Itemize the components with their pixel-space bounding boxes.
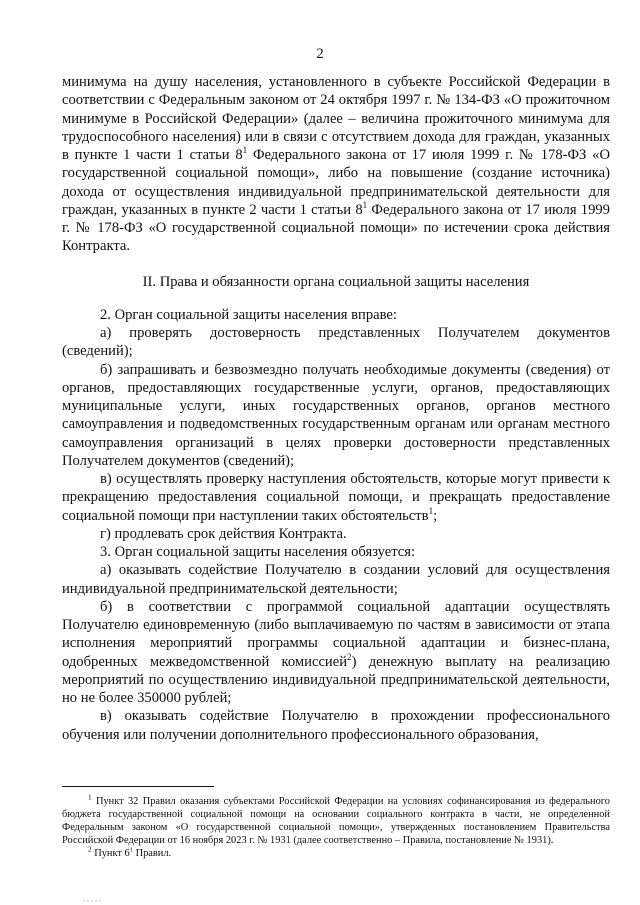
intro-paragraph: минимума на душу населения, установленного в субъекте Российской Федерации в соответствии с Федеральным законом от 24 октября 1997 г. № 134-ФЗ «О прожиточном минимуме в Российской Федерации» (далее – величина прожиточного минимума для трудоспособного населения) или в связи с отсутствием дохода для граждан, указанных в пункте 1 части 1 статьи $8^1$ Федерального закона от 17 июля 1999 г. № 178-ФЗ «О государственной социальной помощи», либо на повышение (создание источника) дохода от осуществления индивидуальной предпринимательской деятельности для граждан, указанных в пункте 2 части 1 статьи $8^1$ Федерального закона от 17 июля 1999 г. № 178-ФЗ «О государственной социальной помощи» по истечении срока действия Контракта. <box>62 74 610 255</box>
clause-2v: в) осуществлять проверку наступления обстоятельств, которые могут привести к прекращению предоставления социальной помощи, и прекращать предоставление социальной помощи при наступлении таких обстоятельств$^1$; <box>62 471 610 524</box>
clause-3b: б) в соответствии с программой социальной адаптации осуществлять Получателю единовременную (либо выплачиваемую по частям в зависимости от этапа исполнения мероприятий программы социальной адаптации и бизнес-плана, одобренных межведомственной комиссией$^2$) денежную выплату на реализацию мероприятий по осуществлению индивидуальной предпринимательской деятельности, но не более 350000 рублей; <box>62 598 610 706</box>
section-heading: II. Права и обязанности органа социальной защиты населения <box>142 273 530 290</box>
clause-2b: б) запрашивать и безвозмездно получать необходимые документы (сведения) от органов, предоставляющих государственные услуги, органов, предоставляющих муниципальные услуги, иных государственных органов, органов местного самоуправления и подведомственных государственным органам или органам местного самоуправления организаций в целях проверки достоверности представленных Получателем документов (сведений); <box>62 361 610 469</box>
footnote-separator <box>62 786 214 787</box>
clause-2a: а) проверять достоверность представленных Получателем документов (сведений); <box>62 325 610 360</box>
clause-3a: а) оказывать содействие Получателю в создании условий для осуществления индивидуальной предпринимательской деятельности; <box>62 562 610 597</box>
clause-2g: г) продлевать срок действия Контракта. <box>100 525 347 542</box>
footnote-1: $^1$ Пункт 32 Правил оказания субъектами Российской Федерации на условиях софинансирования из федерального бюджета государственной социальной помощи на основании социального контракта в части, не определенной Федеральным законом «О государственной социальной помощи», утвержденных постановлением Правительства Российской Федерации от 16 ноября 2023 г. № 1931 (далее соответственно – Правила, постановление № 1931). <box>62 793 610 846</box>
clause-3v: в) оказывать содействие Получателю в прохождении профессионального обучения или получении дополнительного профессионального образования, <box>62 708 610 743</box>
document-body <box>62 73 610 744</box>
scan-artifacts <box>0 896 640 905</box>
footnote-ref-1: 1 <box>428 505 434 516</box>
clause-2-title: 2. Орган социальной защиты населения вправе: <box>100 306 397 323</box>
clause-3-title: 3. Орган социальной защиты населения обязуется: <box>100 544 416 560</box>
footnote-2: $^2$ Пункт $6^1$ Правил. <box>88 845 172 859</box>
footnote-ref-2: 2 <box>347 651 352 662</box>
footnotes <box>62 795 610 860</box>
page-number: 2 <box>316 46 324 62</box>
